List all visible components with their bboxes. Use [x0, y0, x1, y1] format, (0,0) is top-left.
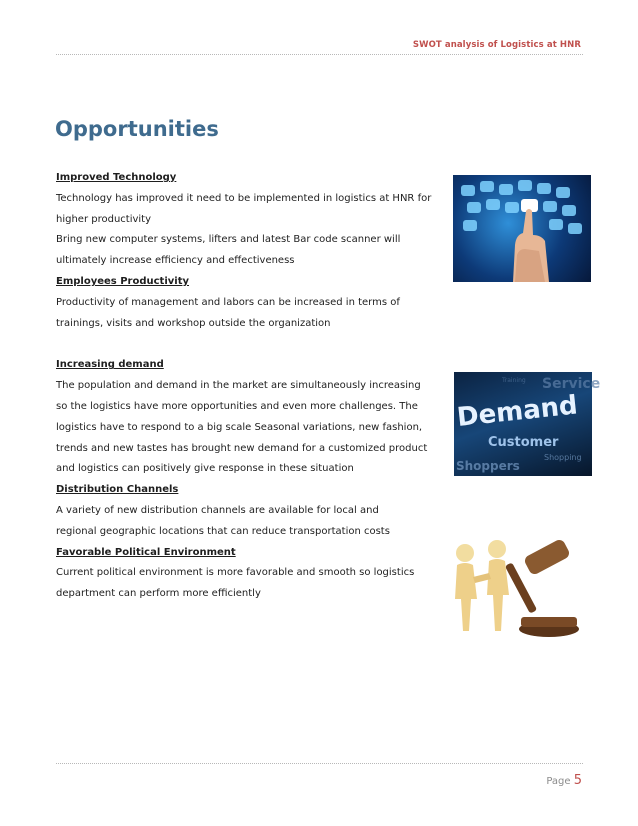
word-training: Training [502, 377, 526, 384]
paragraph-line: Productivity of management and labors can be increased in terms of [56, 296, 400, 308]
paragraph-line: Current political environment is more favorable and smooth so logistics [56, 567, 415, 579]
word-service: Service [542, 376, 601, 392]
paragraph-line: Technology has improved it need to be implemented in logistics at HNR for [56, 192, 432, 204]
word-shopping: Shopping [544, 453, 582, 462]
page-number: 5 [573, 773, 582, 788]
demand-illustration [454, 372, 601, 476]
body-text [56, 168, 441, 605]
paragraph-line: and logistics can positively give response in these situation [56, 463, 354, 475]
footer-divider [56, 763, 583, 764]
page-label: Page [546, 776, 571, 787]
touchscreen-illustration [453, 175, 591, 282]
paragraph-line: higher productivity [56, 213, 152, 225]
paragraph-line: department can perform more efficiently [56, 588, 261, 600]
paragraph-line: regional geographic locations that can reduce transportation costs [56, 525, 390, 537]
paragraph-line: logistics have to respond to a big scale Seasonal variations, new fashion, [56, 421, 423, 433]
section-heading-political-environment: Favorable Political Environment [56, 546, 236, 558]
paragraph-line: A variety of new distribution channels are available for local and [56, 504, 379, 516]
page-title: Opportunities [55, 117, 219, 141]
gavel-handshake-illustration [439, 533, 587, 643]
word-customer: Customer [488, 435, 559, 450]
word-shoppers: Shoppers [456, 459, 520, 473]
touchscreen-technology-image [453, 175, 591, 282]
paragraph-gap [56, 334, 441, 355]
paragraph-line: so the logistics have more opportunities and even more challenges. The [56, 400, 418, 412]
section-heading-employees-productivity: Employees Productivity [56, 275, 190, 287]
section-heading-increasing-demand: Increasing demand [56, 359, 164, 371]
paragraph-line: trends and new tastes has brought new demand for a customized product [56, 442, 428, 454]
paragraph-line: ultimately increase efficiency and effectiveness [56, 255, 295, 267]
running-header: SWOT analysis of Logistics at HNR [412, 40, 581, 50]
paragraph-line: Bring new computer systems, lifters and latest Bar code scanner will [56, 234, 401, 246]
demand-word-cloud-image [454, 372, 601, 476]
word-demand: Demand [455, 390, 580, 433]
section-heading-improved-technology: Improved Technology [56, 172, 177, 183]
header-divider [56, 54, 583, 55]
political-agreement-gavel-image [439, 533, 587, 643]
page-footer [546, 773, 582, 788]
section-heading-distribution-channels: Distribution Channels [56, 484, 179, 496]
paragraph-line: trainings, visits and workshop outside the organization [56, 317, 331, 329]
paragraph-line: The population and demand in the market are simultaneously increasing [56, 380, 421, 392]
